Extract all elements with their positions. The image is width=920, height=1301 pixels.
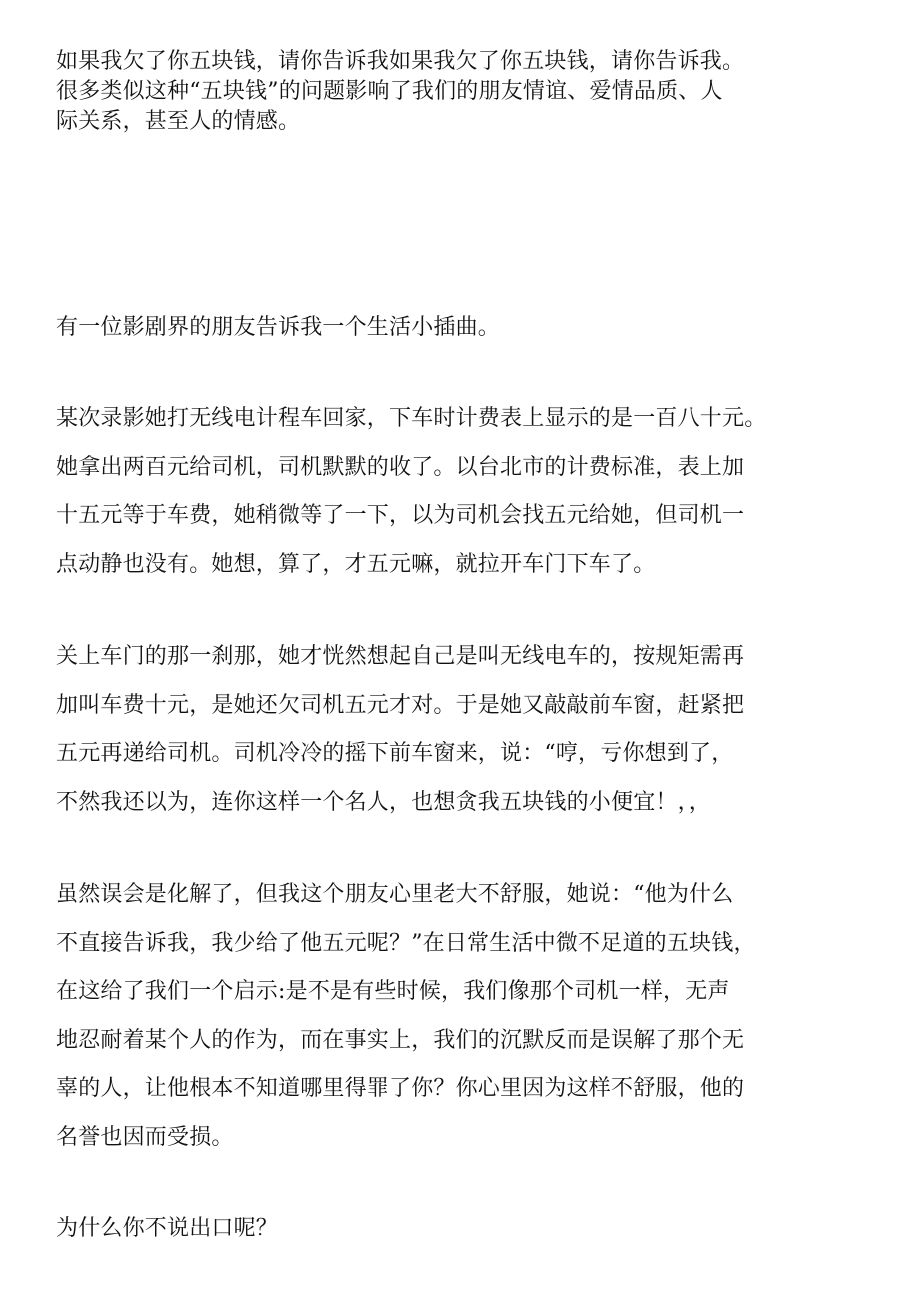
text-line: 际关系，甚至人的情感。 <box>56 109 301 134</box>
text-line: 她拿出两百元给司机，司机默默的收了。以台北市的计费标准，表上加 <box>56 454 745 480</box>
text-line: 点动静也没有。她想，算了，才五元嘛，就拉开车门下车了。 <box>56 551 656 577</box>
paragraph-realization <box>56 633 876 827</box>
text-line: 有一位影剧界的朋友告诉我一个生活小插曲。 <box>56 315 501 340</box>
text-line: 在这给了我们一个启示:是不是有些时候，我们像那个司机一样，无声 <box>56 979 730 1004</box>
text-line: 不然我还以为，连你这样一个名人，也想贪我五块钱的小便宜！，， <box>56 789 712 815</box>
paragraph-reflection <box>56 871 876 1162</box>
text-line: 不直接告诉我，我少给了他五元呢？”在日常生活中微不足道的五块钱， <box>56 930 756 956</box>
text-line: 辜的人，让他根本不知道哪里得罪了你？你心里因为这样不舒服，他的 <box>56 1076 745 1101</box>
text-line: 虽然误会是化解了，但我这个朋友心里老大不舒服，她说：“他为什么 <box>56 882 734 907</box>
text-line: 地忍耐着某个人的作为，而在事实上，我们的沉默反而是误解了那个无 <box>56 1027 745 1053</box>
paragraph-taxi-ride <box>56 395 876 589</box>
text-line: 很多类似这种“五块钱”的问题影响了我们的朋友情谊、爱情品质、人 <box>56 79 723 104</box>
text-line: 十五元等于车费，她稍微等了一下，以为司机会找五元给她，但司机一 <box>56 503 745 528</box>
paragraph-anecdote-intro <box>56 304 876 353</box>
paragraph-intro <box>56 47 876 137</box>
text-line: 名誉也因而受损。 <box>56 1124 234 1150</box>
text-line: 为什么你不说出口呢？ <box>56 1216 279 1241</box>
text-line: 某次录影她打无线电计程车回家，下车时计费表上显示的是一百八十元。 <box>56 406 767 431</box>
text-line: 如果我欠了你五块钱，请你告诉我如果我欠了你五块钱，请你告诉我。 <box>56 49 745 74</box>
text-line: 加叫车费十元，是她还欠司机五元才对。于是她又敲敲前车窗，赶紧把 <box>56 692 745 718</box>
text-line: 关上车门的那一刹那，她才恍然想起自己是叫无线电车的，按规矩需再 <box>56 644 745 669</box>
paragraph-closing-question <box>56 1205 876 1254</box>
text-line: 五元再递给司机。司机冷冷的摇下前车窗来，说：“哼，亏你想到了， <box>56 741 734 766</box>
